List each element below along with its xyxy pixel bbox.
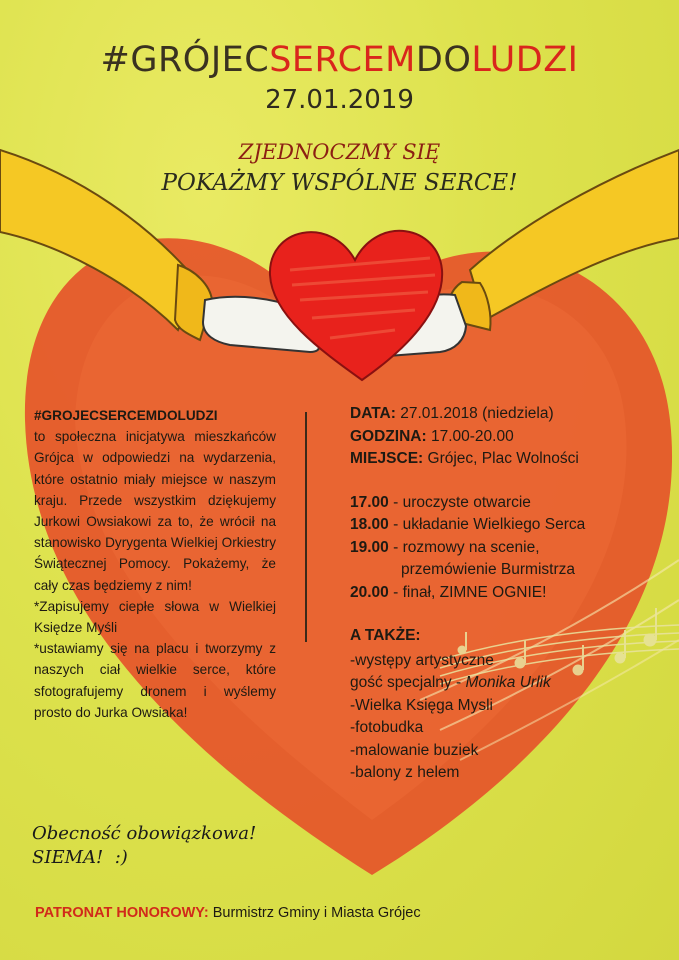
- schedule-item: [350, 582, 670, 605]
- info-column: [350, 403, 670, 785]
- schedule-time: 17.00: [350, 493, 389, 511]
- closing-text: [32, 822, 256, 870]
- footer-text: Burmistrz Gminy i Miasta Grójec: [208, 905, 421, 921]
- schedule-text: - finał, ZIMNE OGNIE!: [388, 583, 547, 601]
- slogan-line1: ZJEDNOCZMY SIĘ: [238, 140, 441, 164]
- schedule-continuation: przemówienie Burmistrza: [401, 561, 575, 578]
- note-book: *Zapisujemy ciepłe słowa w Wielkiej Księdze Myśli: [34, 598, 276, 636]
- footer-patronage: [35, 905, 421, 921]
- closing-line1: Obecność obowiązkowa!: [32, 823, 257, 844]
- title-part2: SERCEM: [269, 40, 416, 80]
- also-heading: A TAKŻE:: [350, 627, 421, 644]
- info-time-value: 17.00-20.00: [426, 427, 514, 445]
- note-heart: *ustawiamy się na placu i tworzymy z naszych ciał wielkie serce, które sfotografujemy dronem i wyślemy prosto do Jurka Owsiaka!: [34, 641, 276, 720]
- also-item: -fotobudka: [350, 719, 424, 736]
- schedule-time: 20.00: [350, 583, 389, 601]
- info-date: [350, 403, 670, 426]
- title-hash: #: [100, 40, 131, 80]
- schedule-item: [350, 492, 670, 515]
- schedule-time: 19.00: [350, 538, 389, 556]
- guest-name: Monika Urlik: [465, 674, 551, 691]
- title-part4: LUDZI: [471, 40, 579, 80]
- info-place-value: Grójec, Plac Wolności: [423, 450, 579, 467]
- guest-prefix: gość specjalny -: [350, 674, 466, 691]
- poster-title: [0, 40, 679, 80]
- also-item: -balony z helem: [350, 764, 460, 781]
- info-time-label: GODZINA:: [350, 427, 427, 445]
- schedule-text: - układanie Wielkiego Serca: [388, 516, 586, 533]
- info-place: [350, 448, 670, 471]
- info-time: [350, 426, 670, 449]
- column-divider: [305, 412, 307, 642]
- title-part3: DO: [415, 40, 472, 80]
- description-paragraph: to społeczna inicjatywa mieszkańców Grójca w odpowiedzi na wydarzenia, które ostatnio miały miejsce w naszym kraju. Przede wszystkim dziękujemy Jurkowi Owsiakowi za to, że wrócił na stanowisko Dyrygenta Wielkiej Orkiestry Świątecznej Pomocy. Pokażemy, że cały czas będziemy z nim!: [34, 429, 276, 593]
- event-date-heading: 27.01.2019: [265, 85, 414, 115]
- hashtag-heading: #GROJECSERCEMDOLUDZI: [34, 408, 218, 423]
- info-date-value: 27.01.2018 (niedziela): [395, 405, 554, 422]
- also-item: -malowanie buziek: [350, 741, 479, 759]
- info-date-label: DATA:: [350, 405, 396, 422]
- info-place-label: MIEJSCE:: [350, 450, 424, 467]
- also-item: -występy artystyczne: [350, 651, 494, 669]
- schedule-time: 18.00: [350, 516, 389, 533]
- slogan-line2: POKAŻMY WSPÓLNE SERCE!: [161, 170, 518, 196]
- title-part1: GRÓJEC: [130, 40, 270, 80]
- closing-line2: SIEMA! :): [32, 847, 128, 868]
- description-column: [34, 405, 276, 723]
- schedule-item: [350, 514, 670, 537]
- also-guest: [350, 672, 670, 695]
- schedule-text: - rozmowy na scenie,: [388, 538, 540, 556]
- schedule-text: - uroczyste otwarcie: [388, 493, 531, 511]
- also-item: -Wielka Księga Mysli: [350, 696, 493, 714]
- schedule-item: [350, 537, 670, 560]
- footer-label: PATRONAT HONOROWY:: [35, 905, 209, 921]
